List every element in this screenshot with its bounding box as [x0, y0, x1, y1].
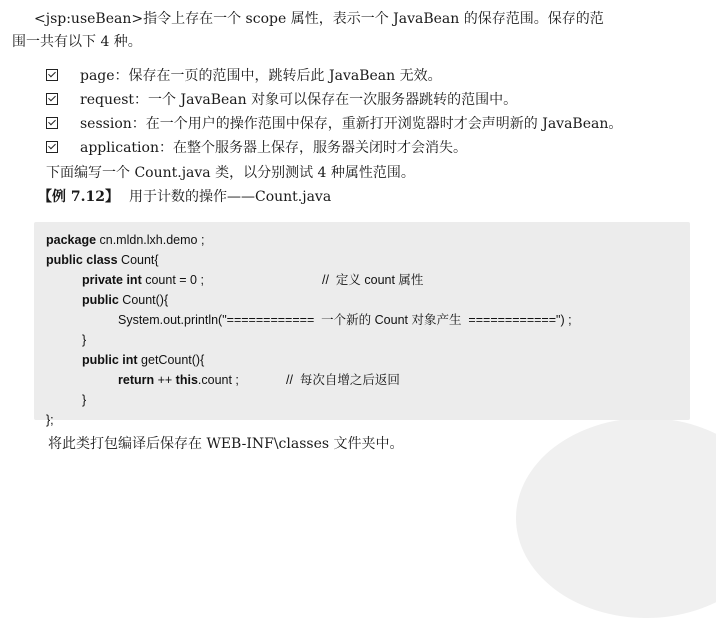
code-line [46, 350, 572, 370]
intro-line-1: <jsp:useBean>指令上存在一个 scope 属性，表示一个 JavaBean 的保存范围。保存的范 [34, 11, 604, 27]
code-line [46, 370, 572, 390]
code-text: } [82, 393, 87, 407]
code-text: getCount(){ [137, 353, 205, 367]
code-text: } [82, 333, 87, 347]
code-line [46, 290, 572, 310]
code-comment: // 定义 count 属性 [322, 273, 424, 287]
list-item [46, 64, 622, 88]
example-title: 用于计数的操作——Count.java [128, 189, 332, 205]
checkbox-icon [46, 93, 58, 105]
scope-request-text: request：一个 JavaBean 对象可以保存在一次服务器跳转的范围中。 [80, 92, 518, 108]
code-keyword: private int [82, 273, 142, 287]
next-paragraph: 下面编写一个 Count.java 类，以分别测试 4 种属性范围。 [46, 165, 415, 181]
code-line [46, 270, 572, 290]
code-line [46, 230, 572, 250]
scope-session-text: session：在一个用户的操作范围中保存，重新打开浏览器时才会声明新的 JavaBean。 [80, 116, 623, 132]
code-text: }; [46, 413, 54, 427]
code-text: cn.mldn.lxh.demo ; [96, 233, 205, 247]
code-line [46, 250, 572, 270]
scope-list [46, 64, 622, 160]
list-item [46, 88, 622, 112]
scope-page-text: page：保存在一页的范围中，跳转后此 JavaBean 无效。 [80, 68, 442, 84]
code-text: Count{ [117, 253, 159, 267]
list-item [46, 136, 622, 160]
checkbox-icon [46, 141, 58, 153]
checkbox-icon [46, 117, 58, 129]
code-keyword: public int [82, 353, 138, 367]
checkbox-icon [46, 69, 58, 81]
code-keyword: public class [46, 253, 118, 267]
code-line [46, 390, 572, 410]
final-paragraph: 将此类打包编译后保存在 WEB-INF\classes 文件夹中。 [48, 436, 404, 452]
code-line [46, 410, 572, 430]
code-comment: // 每次自增之后返回 [286, 373, 400, 387]
code-keyword: package [46, 233, 97, 247]
code-text: count = 0 ; [141, 273, 204, 287]
intro-paragraph [12, 8, 712, 54]
list-item [46, 112, 622, 136]
code-keyword: return [118, 373, 155, 387]
scope-application-text: application：在整个服务器上保存，服务器关闭时才会消失。 [80, 140, 467, 156]
code-text: Count(){ [118, 293, 169, 307]
code-block [46, 230, 572, 430]
code-text: ++ [154, 373, 176, 387]
example-heading [38, 186, 716, 209]
intro-line-2: 围一共有以下 4 种。 [12, 34, 142, 50]
example-label: 【例 7.12】 [38, 189, 119, 205]
code-text: .count ; [197, 373, 239, 387]
code-keyword: public [82, 293, 119, 307]
code-text: System.out.println("============ 一个新的 Count 对象产生 ============") ; [118, 313, 572, 327]
code-line [46, 310, 572, 330]
code-line [46, 330, 572, 350]
code-keyword: this [175, 373, 198, 387]
